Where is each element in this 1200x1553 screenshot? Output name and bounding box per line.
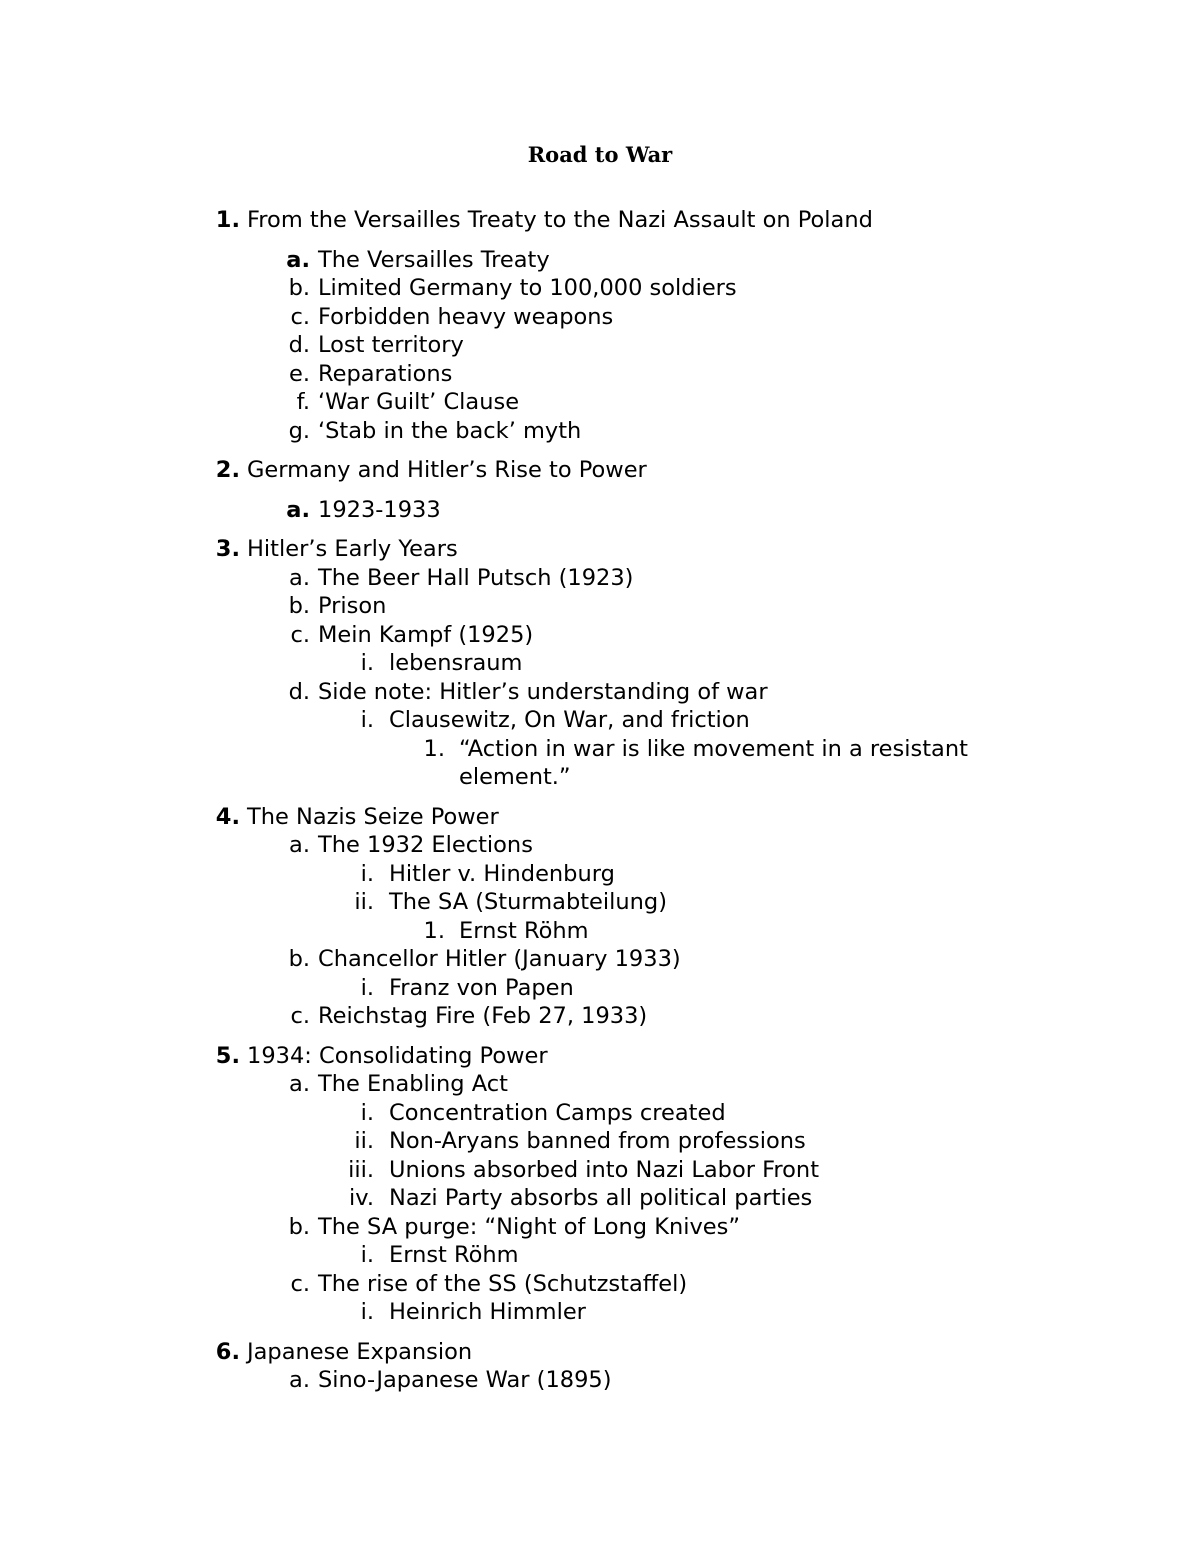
outline-subsubitem — [0, 735, 1200, 792]
item-text: Side note: Hitler’s understanding of war — [318, 678, 768, 705]
section-title: The Nazis Seize Power — [247, 803, 499, 830]
item-text: The Enabling Act — [318, 1071, 508, 1097]
section-heading — [0, 206, 1200, 235]
outline-item — [0, 945, 1200, 974]
subitem-marker: i. — [360, 1242, 374, 1268]
item-text: The SA purge: “Night of Long Knives” — [318, 1213, 740, 1240]
outline-item — [0, 246, 1200, 275]
subitem-text: Hitler v. Hindenburg — [389, 860, 615, 887]
item-text: The Beer Hall Putsch (1923) — [318, 564, 634, 591]
subsubitem-text: Ernst Röhm — [459, 917, 589, 944]
section-heading — [0, 803, 1200, 832]
section-number: 2. — [215, 457, 240, 483]
outline — [0, 206, 1200, 1395]
outline-subitem — [0, 1156, 1200, 1185]
outline-item — [0, 1270, 1200, 1299]
subitem-marker: i. — [360, 1299, 374, 1325]
item-marker: a. — [289, 832, 310, 858]
outline-item — [0, 621, 1200, 650]
item-marker: b. — [288, 1213, 310, 1240]
outline-item — [0, 1002, 1200, 1031]
item-text: ‘Stab in the back’ myth — [318, 417, 582, 444]
item-marker: b. — [288, 946, 310, 972]
section-title: Hitler’s Early Years — [247, 536, 458, 562]
subitem-text: Heinrich Himmler — [389, 1299, 586, 1325]
quote-text: “Action in war is like movement in a resistant element.” — [459, 735, 968, 790]
item-text: Limited Germany to 100,000 soldiers — [318, 275, 737, 301]
section-heading — [0, 1338, 1200, 1367]
outline-subitem — [0, 974, 1200, 1003]
outline-item — [0, 831, 1200, 860]
subitem-marker: i. — [360, 1099, 374, 1126]
outline-item — [0, 496, 1200, 525]
section-number: 5. — [215, 1042, 240, 1069]
section-title: 1934: Consolidating Power — [247, 1042, 548, 1069]
item-text: 1923-1933 — [318, 496, 441, 523]
subitem-text: Concentration Camps created — [389, 1099, 726, 1126]
subitem-text: Franz von Papen — [389, 974, 574, 1001]
item-text: Reparations — [318, 360, 453, 387]
outline-subitem — [0, 706, 1200, 735]
item-marker: a. — [286, 496, 310, 523]
section-title: From the Versailles Treaty to the Nazi Assault on Poland — [247, 207, 873, 233]
outline-subsubitem — [0, 917, 1200, 946]
subitem-text: lebensraum — [389, 650, 523, 676]
item-text: ‘War Guilt’ Clause — [318, 389, 520, 415]
outline-item — [0, 564, 1200, 593]
outline-item — [0, 360, 1200, 389]
item-marker: g. — [288, 417, 310, 444]
outline-subitem — [0, 888, 1200, 917]
section-number: 3. — [215, 536, 240, 562]
outline-item — [0, 1366, 1200, 1395]
item-marker: b. — [288, 275, 310, 301]
subitem-text: Ernst Röhm — [389, 1242, 519, 1268]
item-marker: c. — [290, 303, 310, 330]
item-marker: c. — [290, 1003, 310, 1029]
item-text: The Versailles Treaty — [318, 246, 550, 273]
item-text: The rise of the SS (Schutzstaffel) — [318, 1270, 688, 1297]
subitem-marker: iv. — [349, 1185, 374, 1211]
subitem-marker: iii. — [348, 1156, 374, 1183]
subitem-text: The SA (Sturmabteilung) — [389, 889, 667, 915]
subitem-marker: ii. — [354, 889, 374, 915]
outline-item — [0, 592, 1200, 621]
section-number: 1. — [215, 207, 240, 233]
outline-subitem — [0, 860, 1200, 889]
section-heading — [0, 535, 1200, 564]
page-title: Road to War — [527, 142, 673, 167]
subsubitem-marker: 1. — [423, 917, 445, 944]
section-number: 4. — [215, 803, 240, 830]
subitem-marker: i. — [360, 650, 374, 676]
item-text: Chancellor Hitler (January 1933) — [318, 946, 681, 972]
item-marker: a. — [289, 564, 310, 591]
outline-item — [0, 1070, 1200, 1099]
outline-item — [0, 417, 1200, 446]
outline-item — [0, 1213, 1200, 1242]
outline-subitem — [0, 1184, 1200, 1213]
item-marker: c. — [290, 1270, 310, 1297]
item-marker: e. — [289, 360, 310, 387]
section-heading — [0, 1042, 1200, 1071]
item-text: Mein Kampf (1925) — [318, 621, 534, 648]
subitem-marker: i. — [360, 860, 374, 887]
item-marker: d. — [288, 332, 310, 358]
item-marker: f. — [296, 389, 310, 415]
outline-subitem — [0, 1127, 1200, 1156]
section-number: 6. — [215, 1338, 240, 1365]
item-text: The 1932 Elections — [318, 832, 533, 858]
outline-subitem — [0, 649, 1200, 678]
outline-subitem — [0, 1241, 1200, 1270]
item-marker: a. — [289, 1367, 310, 1393]
item-marker: d. — [288, 678, 310, 705]
outline-item — [0, 303, 1200, 332]
item-marker: c. — [290, 621, 310, 648]
subitem-text: Non-Aryans banned from professions — [389, 1128, 806, 1154]
subsubitem-marker: 1. — [423, 735, 445, 762]
section-title: Japanese Expansion — [247, 1338, 473, 1365]
item-marker: a. — [289, 1071, 310, 1097]
outline-subitem — [0, 1298, 1200, 1327]
item-text: Reichstag Fire (Feb 27, 1933) — [318, 1003, 648, 1029]
subitem-marker: i. — [360, 974, 374, 1001]
item-marker: b. — [288, 593, 310, 619]
subitem-text: Nazi Party absorbs all political parties — [389, 1185, 813, 1211]
outline-subitem — [0, 1099, 1200, 1128]
outline-item — [0, 678, 1200, 707]
outline-item — [0, 331, 1200, 360]
item-text: Prison — [318, 593, 387, 619]
outline-item — [0, 388, 1200, 417]
section-title: Germany and Hitler’s Rise to Power — [247, 457, 647, 483]
item-text: Sino-Japanese War (1895) — [318, 1367, 612, 1393]
subitem-marker: ii. — [354, 1128, 374, 1154]
section-heading — [0, 456, 1200, 485]
item-text: Lost territory — [318, 332, 464, 358]
outline-item — [0, 274, 1200, 303]
subitem-text: Clausewitz, On War, and friction — [389, 707, 750, 733]
item-marker: a. — [286, 246, 310, 273]
subitem-text: Unions absorbed into Nazi Labor Front — [389, 1156, 820, 1183]
item-text: Forbidden heavy weapons — [318, 303, 614, 330]
subitem-marker: i. — [360, 707, 374, 733]
